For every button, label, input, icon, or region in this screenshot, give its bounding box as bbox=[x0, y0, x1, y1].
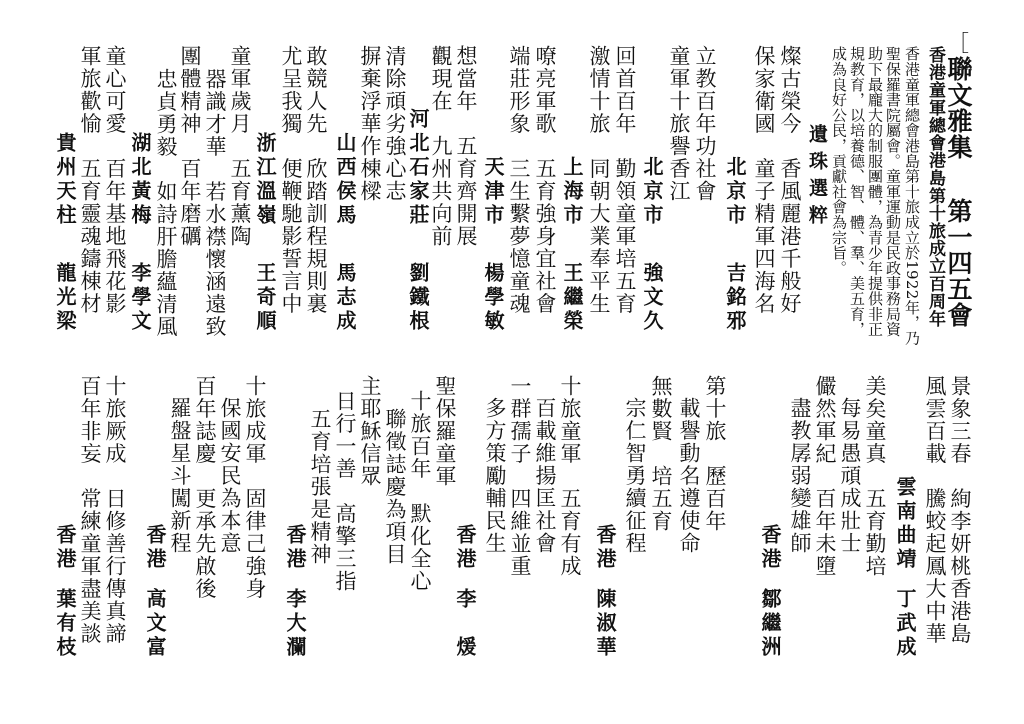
author-place: 香港 bbox=[53, 524, 77, 572]
poem-line: 美矣童真 五育勤培 bbox=[863, 375, 887, 578]
poem-line: 景象三春 絢李妍桃香港島 bbox=[948, 375, 972, 645]
poem-line: 風雲百載 騰蛟起鳳大中華 bbox=[923, 375, 947, 645]
poem-line: 保國安民為本意 bbox=[218, 397, 242, 555]
poem-line: 多方策勵輔民生 bbox=[483, 397, 507, 555]
author-name: 陳淑華 bbox=[593, 588, 617, 660]
author-place: 香港 bbox=[758, 524, 782, 572]
author-name: 鄒繼洲 bbox=[758, 588, 782, 660]
poem-line: 敢競人先 欣踏訓程規則裏 bbox=[304, 45, 328, 315]
intro-line: 規教育，以培養德、智、體、羣、美五育， bbox=[848, 46, 866, 337]
author-place: 上海市 bbox=[560, 156, 584, 228]
poem-line: 清除頑劣強心志 bbox=[383, 45, 407, 203]
author-place: 香港 bbox=[593, 524, 617, 572]
author-name: 馬志成 bbox=[333, 262, 357, 334]
author-place: 湖北黃梅 bbox=[128, 132, 152, 228]
poem-line: 百年非妄 常練童軍盡美談 bbox=[78, 375, 102, 645]
author-name: 葉有枝 bbox=[53, 588, 77, 660]
poem-line: 百年誌慶 更承先啟後 bbox=[193, 375, 217, 600]
poem-line: 童軍十旅譽香江 bbox=[667, 45, 691, 203]
poem-line: 百載維揚匡社會 bbox=[533, 397, 557, 555]
author-place: 北京市 bbox=[640, 156, 664, 228]
author-name: 李 煖 bbox=[453, 588, 477, 660]
author-place: 山西侯馬 bbox=[333, 132, 357, 228]
poem-line: 主耶穌信眾 bbox=[358, 375, 382, 488]
author-name: 李學文 bbox=[128, 262, 152, 334]
poem-line: 五育培張是精神 bbox=[308, 408, 332, 566]
author-name: 丁武成 bbox=[893, 588, 917, 660]
poem-line: 端莊形象 三生繫夢憶童魂 bbox=[507, 45, 531, 315]
poem-line: 立教百年功社會 bbox=[693, 45, 717, 203]
poem-line: 第十旅 歷百年 bbox=[703, 375, 727, 533]
event-title: 香港童軍總會港島第十旅成立百周年 bbox=[925, 46, 945, 328]
poem-author bbox=[480, 40, 506, 334]
poem-line: 聯徵誌慶為項目 bbox=[383, 408, 407, 566]
poem-line: 聖保羅童軍 bbox=[433, 375, 457, 488]
poem-line: 載譽動名遵使命 bbox=[677, 397, 701, 555]
author-place: 雲南曲靖 bbox=[893, 476, 917, 572]
poem-line: 激情十旅 同朝大業奉平生 bbox=[587, 45, 611, 315]
poem-line: 十旅厥成 日修善行傳真諦 bbox=[103, 375, 127, 645]
intro-line: 香港童軍總會港島第十旅成立於1922年，乃 bbox=[903, 46, 921, 346]
author-name: 強文久 bbox=[640, 262, 664, 334]
intro-line: 成為良好公民，貢獻社會為宗旨。 bbox=[830, 46, 848, 276]
poem-author bbox=[722, 40, 748, 334]
poem-line: 十旅童軍 五育有成 bbox=[558, 375, 582, 578]
poem-author bbox=[282, 370, 308, 660]
author-place: 浙江溫嶺 bbox=[253, 132, 277, 228]
poem-line: 團體精神 百年磨礪 bbox=[178, 45, 202, 248]
poem-line: 保家衛國 童子精軍四海名 bbox=[752, 45, 776, 315]
issue-number: 第一四五會 bbox=[944, 198, 973, 328]
intro-line: 助下最龐大的制服團體，為青少年提供非正 bbox=[866, 46, 884, 337]
poem-line: 儼然軍紀 百年未墮 bbox=[813, 375, 837, 578]
author-place: 北京市 bbox=[723, 156, 747, 228]
poem-line: 軍旅歡愉 五育靈魂鑄棟材 bbox=[78, 45, 102, 315]
poem-line: 宗仁智勇續征程 bbox=[623, 397, 647, 555]
poem-author bbox=[639, 40, 665, 334]
poem-line: 回首百年 勤領童軍培五育 bbox=[613, 45, 637, 315]
poem-line: 想當年 五育齊開展 bbox=[454, 45, 478, 248]
poem-line: 羅盤星斗闖新程 bbox=[168, 397, 192, 555]
poem-line: 無數賢 培五育 bbox=[649, 375, 673, 533]
author-place: 河北石家莊 bbox=[406, 108, 430, 228]
column-title: 聯文雅集 bbox=[944, 56, 973, 160]
poem-author bbox=[757, 370, 783, 660]
author-name: 李大瀾 bbox=[283, 588, 307, 660]
poem-line: 十旅百年 默化全心 bbox=[408, 390, 432, 593]
column-header bbox=[942, 34, 974, 328]
author-name: 劉鐵根 bbox=[406, 262, 430, 334]
poem-author bbox=[142, 370, 168, 660]
poem-author bbox=[892, 370, 918, 660]
author-name: 王奇順 bbox=[253, 262, 277, 334]
poem-line: 童心可愛 百年基地飛花影 bbox=[103, 45, 127, 315]
poem-author bbox=[252, 40, 278, 334]
poem-line: 童軍歲月 五育薰陶 bbox=[228, 45, 252, 248]
poem-author bbox=[559, 40, 585, 334]
poem-line: 忠貞勇毅 如詩肝膽蘊清風 bbox=[154, 68, 178, 338]
poem-line: 燦古榮今 香風麗港千般好 bbox=[778, 45, 802, 315]
author-name: 吉銘邪 bbox=[723, 262, 747, 334]
poem-line: 日行一善 高擎三指 bbox=[333, 390, 357, 593]
author-place: 貴州天柱 bbox=[53, 132, 77, 228]
column-title-group bbox=[942, 34, 974, 160]
poem-author bbox=[52, 40, 78, 334]
author-name: 龍光梁 bbox=[53, 262, 77, 334]
poem-line: 器識才華 若水襟懷涵遠致 bbox=[203, 68, 227, 338]
author-name: 高文富 bbox=[143, 588, 167, 660]
poem-line: 一群孺子 四維並重 bbox=[508, 375, 532, 578]
poem-author bbox=[332, 40, 358, 334]
poem-author bbox=[52, 370, 78, 660]
author-name: 王繼榮 bbox=[560, 262, 584, 334]
author-place: 香港 bbox=[453, 524, 477, 572]
author-name: 楊學敏 bbox=[481, 262, 505, 334]
author-place: 天津市 bbox=[481, 156, 505, 228]
title-bracket: ［ bbox=[946, 32, 969, 57]
poem-author bbox=[127, 40, 153, 334]
poem-line: 十旅成軍 固律己強身 bbox=[243, 375, 267, 600]
poem-line: 觀現在 九州共向前 bbox=[429, 45, 453, 248]
poem-line: 尤呈我獨 便鞭馳影誓言中 bbox=[279, 45, 303, 315]
poem-author bbox=[405, 40, 431, 334]
intro-line: 聖保羅書院屬會。童軍運動是民政事務局資 bbox=[884, 46, 902, 337]
poem-author bbox=[592, 370, 618, 660]
poem-line: 嘹亮軍歌 五育強身宜社會 bbox=[533, 45, 557, 315]
poem-line: 盡教孱弱變雄師 bbox=[788, 397, 812, 555]
section-title: 遺珠選粹 bbox=[806, 124, 828, 232]
poem-line: 每易愚頑成壯士 bbox=[838, 397, 862, 555]
poem-line: 摒棄浮華作棟樑 bbox=[358, 45, 382, 203]
author-place: 香港 bbox=[283, 524, 307, 572]
author-place: 香港 bbox=[143, 524, 167, 572]
